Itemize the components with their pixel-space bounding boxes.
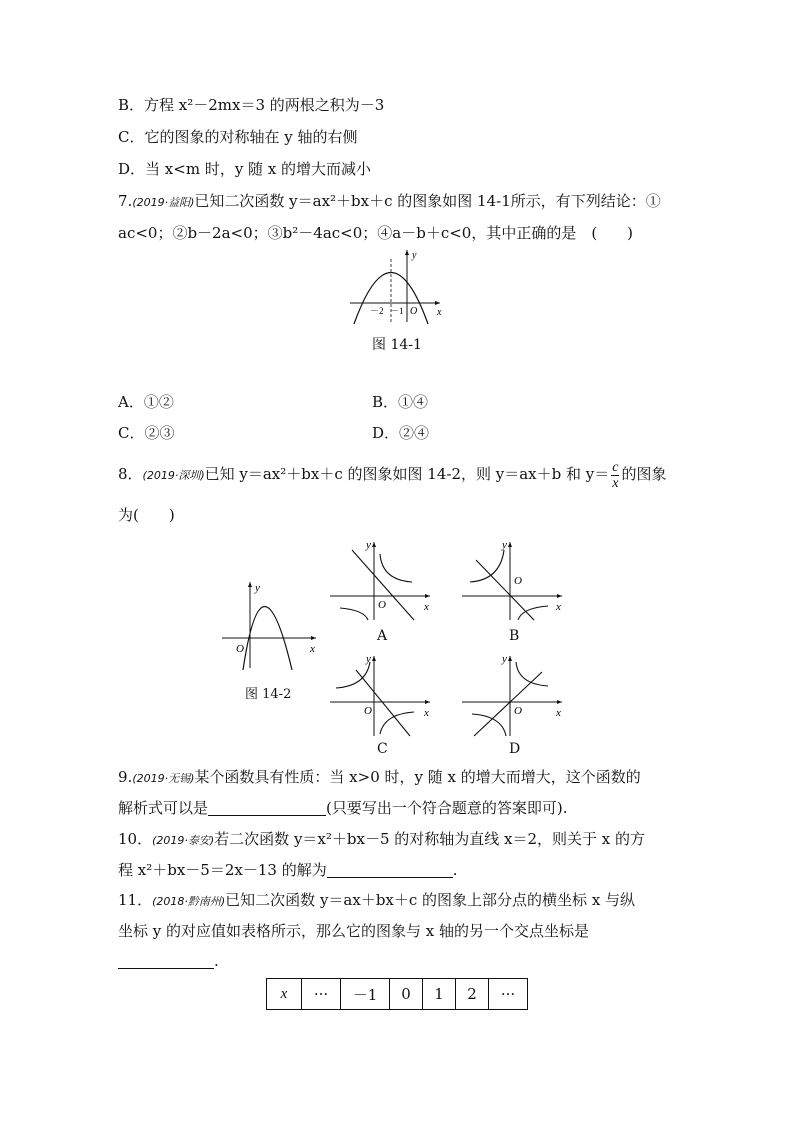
q7-option-c[interactable]: C．②③	[118, 424, 175, 442]
q7-tick-neg1: －1	[390, 306, 404, 316]
q7-figure-parabola	[340, 246, 450, 324]
q8-figure-caption: 图 14-2	[245, 687, 292, 702]
q9-line1	[118, 766, 641, 790]
q8-graph-a[interactable]	[330, 538, 435, 620]
q8-stem-2: 的图象	[621, 465, 667, 483]
q7-origin: O	[410, 306, 418, 317]
graph-b-x: x	[556, 601, 561, 613]
q9-stem-1: 某个函数具有性质：当 x>0 时，y 随 x 的增大而增大，这个函数的	[194, 768, 641, 786]
q8-label-a: A	[377, 628, 388, 644]
q8-label-b: B	[509, 628, 520, 644]
q8-stem-1: 已知 y＝ax²＋bx＋c 的图象如图 14-2，则 y＝ax＋b 和 y＝	[204, 465, 610, 483]
q7-axis-y-label: y	[412, 250, 417, 261]
q11-source: (2018·黔南州)	[152, 895, 226, 908]
table-cell: 0	[390, 979, 423, 1010]
q7-axis-x-label: x	[437, 307, 442, 318]
graph-a-x: x	[424, 601, 429, 613]
q7-number: 7.	[118, 192, 133, 210]
q7-x-arrow	[435, 301, 440, 305]
q11-line2: 坐标 y 的对应值如表格所示，那么它的图象与 x 轴的另一个交点坐标是	[118, 922, 590, 940]
table-row	[267, 979, 528, 1010]
q7-line2: ac<0；②b－2a<0；③b²－4ac<0；④a－b＋c<0，其中正确的是 ( )	[118, 224, 634, 242]
q9-answer-blank[interactable]	[208, 799, 326, 816]
q11-line3	[118, 950, 219, 972]
option-b: B．方程 x²－2mx＝3 的两根之积为－3	[118, 96, 385, 114]
q8-graph-b[interactable]	[462, 538, 567, 620]
q7-option-a[interactable]: A．①②	[118, 393, 174, 411]
q10-stem-1: 若二次函数 y＝x²＋bx－5 的对称轴为直线 x＝2，则关于 x 的方	[214, 830, 646, 848]
graph-a-origin: O	[378, 599, 386, 611]
table-cell: ···	[489, 979, 528, 1010]
q7-stem-1: 已知二次函数 y＝ax²＋bx＋c 的图象如图 14-1所示，有下列结论：①	[194, 192, 661, 210]
q10-stem-2: 程 x²＋bx－5＝2x－13 的解为	[118, 861, 327, 879]
graph-a-y: y	[366, 539, 371, 551]
graph-c-x: x	[424, 707, 429, 719]
q9-line2	[118, 797, 568, 819]
q7-option-b[interactable]: B．①④	[372, 393, 429, 411]
q7-y-arrow	[405, 250, 409, 255]
q7-tick-neg2: －2	[370, 306, 384, 316]
q7-figure-caption: 图 14-1	[372, 337, 422, 353]
q8-frac-numerator: c	[612, 459, 619, 475]
q9-stem-3: (只要写出一个符合题意的答案即可).	[326, 799, 568, 817]
q8-source: (2019·深圳)	[142, 469, 205, 482]
q10-line2	[118, 859, 458, 881]
q8-label-c: C	[377, 741, 388, 757]
q11-stem-3: .	[214, 952, 219, 970]
fig142-x-label: x	[310, 643, 315, 655]
q11-line1	[118, 889, 635, 913]
q8-graph-c[interactable]	[330, 652, 435, 736]
q8-frac-denominator: x	[612, 475, 619, 491]
q10-source: (2019·泰安)	[152, 834, 215, 847]
table-cell: ···	[302, 979, 341, 1010]
fig142-y-label: y	[255, 582, 260, 594]
option-d: D．当 x<m 时，y 随 x 的增大而减小	[118, 160, 372, 178]
graph-d-y: y	[502, 653, 507, 665]
table-cell-header: x	[267, 979, 302, 1010]
option-c: C．它的图象的对称轴在 y 轴的右侧	[118, 128, 358, 146]
q10-stem-3: .	[452, 861, 458, 879]
graph-d-origin: O	[514, 705, 522, 717]
table-cell: 2	[456, 979, 489, 1010]
q11-stem-1: 已知二次函数 y＝ax＋bx＋c 的图象上部分点的横坐标 x 与纵	[225, 891, 636, 909]
q8-number: 8．	[118, 465, 143, 483]
table-cell: 1	[423, 979, 456, 1010]
q8-line2: 为( )	[118, 506, 175, 524]
q8-figure-14-2	[222, 578, 322, 670]
q10-number: 10．	[118, 830, 153, 848]
fig142-origin: O	[236, 643, 244, 655]
q11-value-table	[266, 978, 528, 1010]
graph-b-origin: O	[514, 575, 522, 587]
graph-c-origin: O	[364, 705, 372, 717]
q7-line1	[118, 190, 661, 214]
q10-line1	[118, 828, 645, 852]
q7-option-d[interactable]: D．②④	[372, 424, 430, 442]
q9-source: (2019·无锡)	[132, 772, 195, 785]
graph-c-y: y	[366, 653, 371, 665]
q9-number: 9.	[118, 768, 133, 786]
q8-graph-d[interactable]	[462, 652, 567, 736]
q7-source: (2019·益阳)	[132, 196, 195, 209]
q9-stem-2: 解析式可以是	[118, 799, 209, 817]
table-cell: －1	[341, 979, 390, 1010]
graph-d-x: x	[556, 707, 561, 719]
q10-answer-blank[interactable]	[327, 861, 453, 878]
q8-label-d: D	[509, 741, 521, 757]
q11-answer-blank[interactable]	[118, 952, 214, 969]
q8-line1	[118, 459, 666, 491]
q11-number: 11．	[118, 891, 153, 909]
graph-b-y: y	[502, 539, 507, 551]
q8-fraction	[611, 460, 619, 491]
